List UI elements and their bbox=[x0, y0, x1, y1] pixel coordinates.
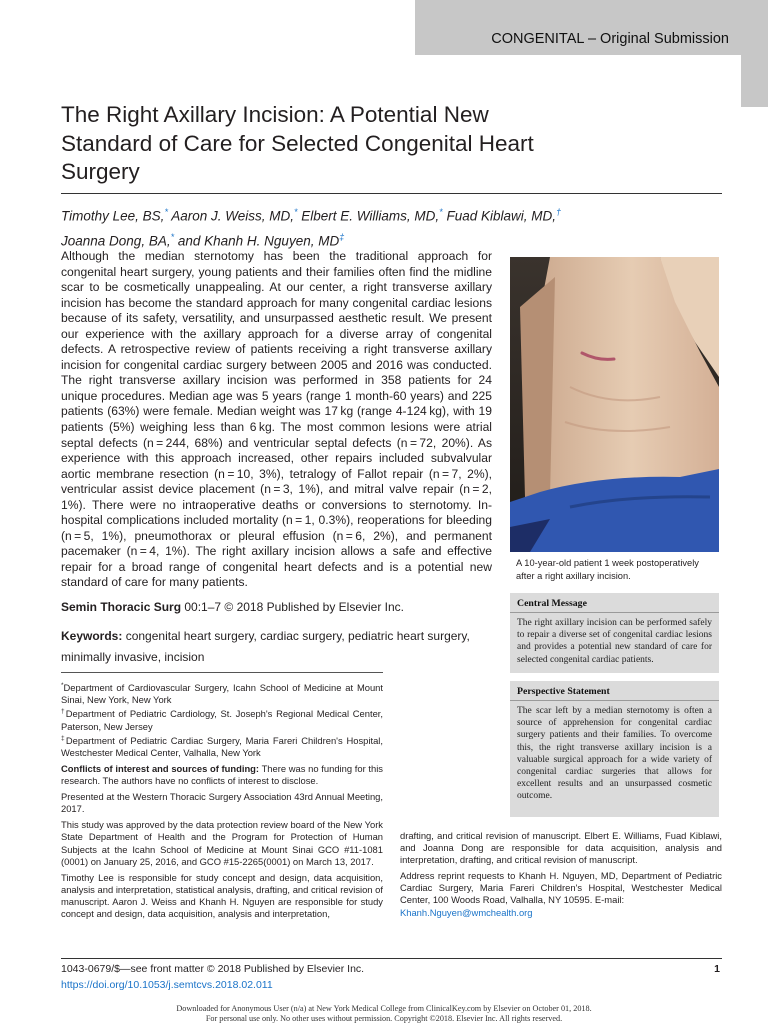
affiliation-mark: * bbox=[61, 682, 64, 689]
figure-caption: A 10-year-old patient 1 week postoperatively after a right axillary incision. bbox=[516, 558, 699, 581]
affiliation-mark: † bbox=[61, 708, 66, 716]
contributions-note: Timothy Lee is responsible for study concept and design, data acquisition, analysis and interpretation, statistical analysis, drafting, and critical revision of manuscript. Aaron J. Weiss and Khanh H. Nguyen are responsible for study concept and design, data acquisition, analysis and interpretation, bbox=[61, 871, 383, 919]
author-mark: ‡ bbox=[339, 232, 345, 242]
contributions-continued: drafting, and critical revision of manuscript. Elbert E. Williams, Fuad Kiblawi, and Joanna Dong are responsible for data acquisition, analysis and interpretation, drafting, and critical revision of manuscript. bbox=[400, 830, 722, 866]
copyright-line: For personal use only. No other uses without permission. Copyright ©2018. Elsevier Inc. All rights reserved. bbox=[205, 1014, 563, 1023]
journal-name: Semin Thoracic Surg bbox=[61, 600, 182, 614]
presented-note: Presented at the Western Thoracic Surgery Association 43rd Annual Meeting, 2017. bbox=[61, 791, 383, 815]
conflicts-text: There was no funding for this research. The authors have no conflicts of interest to disclose. bbox=[61, 762, 383, 787]
author-mark: * bbox=[164, 207, 168, 217]
author-mark: * bbox=[170, 232, 175, 242]
download-notice bbox=[0, 1004, 768, 1024]
author-list bbox=[61, 202, 701, 252]
affiliation bbox=[61, 680, 383, 706]
author-name: and Khanh H. Nguyen, MD bbox=[177, 233, 340, 249]
central-message-title: Central Message bbox=[510, 593, 719, 613]
affiliation bbox=[61, 706, 383, 732]
footnotes-right bbox=[400, 830, 722, 923]
author-name: Aaron J. Weiss, MD, bbox=[171, 208, 294, 224]
citation bbox=[61, 600, 501, 614]
affiliation-text: Department of Pediatric Cardiac Surgery, Maria Fareri Children's Hospital, Westchester Medical Center, Valhalla, New York bbox=[61, 734, 383, 758]
header-tab bbox=[741, 55, 768, 107]
keywords-text: congenital heart surgery, cardiac surgery, pediatric heart surgery, minimally invasive, incision bbox=[61, 629, 470, 664]
footnotes-left bbox=[61, 680, 383, 924]
title-divider bbox=[61, 193, 722, 194]
header-separator: – bbox=[587, 31, 597, 47]
author-name: Fuad Kiblawi, MD, bbox=[446, 208, 556, 224]
reprint-text: Address reprint requests to Khanh H. Nguyen, MD, Department of Pediatric Cardiac Surgery, Maria Fareri Children's Hospital, Westchester Medical Center, 100 Woods Road, Valhalla, NY 10595. E-mail: bbox=[400, 870, 722, 906]
article-title: The Right Axillary Incision: A Potential New Standard of Care for Selected Congenital Heart Surgery bbox=[61, 102, 534, 184]
page-number: 1 bbox=[714, 963, 720, 975]
author-name: Joanna Dong, BA, bbox=[61, 233, 171, 249]
author-mark: * bbox=[293, 207, 298, 217]
affiliation-text: Department of Pediatric Cardiology, St. Joseph's Regional Medical Center, Paterson, New Jersey bbox=[61, 708, 383, 732]
doi-link[interactable]: https://doi.org/10.1053/j.semtcvs.2018.02.011 bbox=[61, 979, 273, 991]
running-header bbox=[415, 31, 729, 47]
approval-note: This study was approved by the data protection review board of the New York State Department of Health and the Program for Protection of Human Subjects at the Icahn School of Medicine at Mount Sinai GCO #11-1081 (0001) on January 25, 2016, and GCO #15-2265(0001) on March 13, 2017. bbox=[61, 819, 383, 867]
author-name: Elbert E. Williams, MD, bbox=[301, 208, 440, 224]
affiliation-mark: ‡ bbox=[61, 734, 66, 742]
issn-line: 1043-0679/$—see front matter © 2018 Published by Elsevier Inc. bbox=[61, 963, 365, 975]
abstract: Although the median sternotomy has been the traditional approach for congenital heart surgery, young patients and their families often find the midline scar to be cosmetically unappealing. At our center, a right transverse axillary incision has become the standard approach for many congenital cardiac lesions because of its safety, versatility, and unsurpassed aesthetic result. We present our experience with the axillary approach for a diverse array of congenital defects. A retrospective review of patients receiving a right transverse axillary incision for congenital cardiac surgery between 2005 and 2016 was conducted. The right transverse axillary incision was performed in 358 patients for 24 unique procedures. Median age was 5 years (range 1 month-60 years) and 225 patients (63%) were female. Median weight was 17 kg (range 4-124 kg), with 19 patients (5%) weighing less than 6 kg. The most common lesions were atrial septal defects (n = 244, 68%) and ventricular septal defects (n = 72, 20%). As experience with this approach increased, other repairs included subvalvular aortic membrane resection (n = 10, 3%), tetralogy of Fallot repair (n = 7, 2%), ventricular assist device placement (n = 3, 1%), and mitral valve repair (n = 2, 1%). There were no intraoperative deaths or conversions to sternotomy. In-hospital complications included mortality (n = 1, 0.3%), reoperations for bleeding (n = 5, 1%), pneumothorax or pleural effusion (n = 6, 2%), and permanent pacemaker (n = 4, 1%). The right axillary incision allows a safe and effective repair for a broad range of congenital heart defects and is a potential new standard of care for many patients. bbox=[61, 249, 492, 590]
keywords-label: Keywords: bbox=[61, 629, 123, 643]
affiliation bbox=[61, 733, 383, 759]
footer-divider bbox=[61, 958, 722, 959]
affiliations-divider bbox=[61, 672, 383, 673]
perspective-box bbox=[510, 681, 719, 817]
author-mark: * bbox=[439, 207, 443, 217]
patient-photo bbox=[510, 257, 719, 552]
perspective-title: Perspective Statement bbox=[510, 681, 719, 701]
central-message-text: The right axillary incision can be performed safely to repair a diverse set of congenital cardiac lesions and provides a potential new standard of care for selected congenital cardiac patients. bbox=[517, 618, 712, 665]
keywords bbox=[61, 626, 481, 668]
article-type: Original Submission bbox=[600, 31, 729, 47]
citation-details: 00:1–7 © 2018 Published by Elsevier Inc. bbox=[181, 600, 405, 614]
reprint-address bbox=[400, 870, 722, 918]
affiliation-text: Department of Cardiovascular Surgery, Icahn School of Medicine at Mount Sinai, New York, New York bbox=[61, 682, 383, 706]
conflicts-statement bbox=[61, 763, 383, 787]
author-mark: † bbox=[556, 207, 562, 217]
patient-illustration bbox=[510, 257, 719, 552]
perspective-text: The scar left by a median sternotomy is often a source of apprehension for congenital cardiac surgery patients and their families. To overcome this, the right transverse axillary incision is a valuable surgical approach for a wide variety of congenital cardiac surgeries that allows for excellent results and an unsurpassed cosmetic outcome. bbox=[517, 706, 712, 802]
author-name: Timothy Lee, BS, bbox=[61, 208, 165, 224]
section-label: CONGENITAL bbox=[491, 31, 584, 47]
conflicts-label: Conflicts of interest and sources of funding: bbox=[61, 762, 260, 774]
download-line: Downloaded for Anonymous User (n/a) at New York Medical College from ClinicalKey.com by Elsevier on October 01, 2018. bbox=[176, 1004, 592, 1013]
central-message-box bbox=[510, 593, 719, 673]
email-link[interactable]: Khanh.Nguyen@wmchealth.org bbox=[400, 906, 533, 918]
